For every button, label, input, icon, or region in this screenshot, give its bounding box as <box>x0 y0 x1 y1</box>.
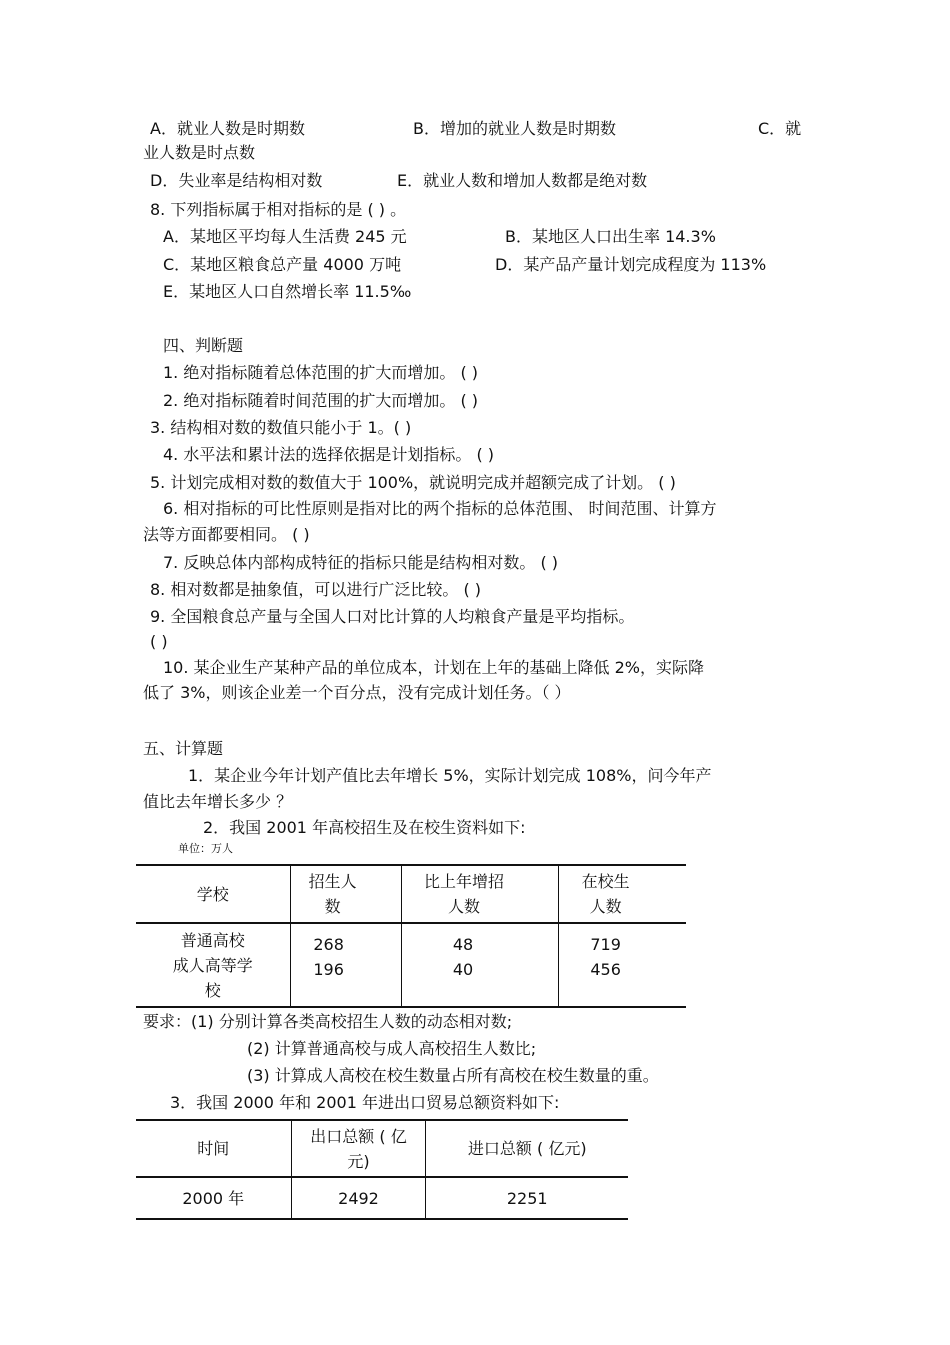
table-cell: 2251 <box>426 1177 628 1219</box>
judgment-item: 1. 绝对指标随着总体范围的扩大而增加。 ( ) <box>163 363 479 382</box>
option-8c: C．某地区粮食总产量 4000 万吨 <box>163 255 402 274</box>
judgment-item: 10. 某企业生产某种产品的单位成本，计划在上年的基础上降低 2%，实际降 <box>163 658 705 677</box>
option-8b: B．某地区人口出生率 14.3% <box>505 227 716 246</box>
judgment-item: 5. 计划完成相对数的数值大于 100%，就说明完成并超额完成了计划。 ( ) <box>150 473 676 492</box>
requirement-3: (3) 计算成人高校在校生数量占所有高校在校生数量的重。 <box>247 1066 659 1085</box>
calc-q3-title: 3．我国 2000 年和 2001 年进出口贸易总额资料如下: <box>170 1093 560 1112</box>
table-header-cell: 进口总额 ( 亿元) <box>426 1120 628 1177</box>
judgment-item: 8. 相对数都是抽象值，可以进行广泛比较。 ( ) <box>150 580 482 599</box>
unit-label: 单位：万人 <box>178 842 233 855</box>
judgment-item: 4. 水平法和累计法的选择依据是计划指标。 ( ) <box>163 445 495 464</box>
option-7d: D．失业率是结构相对数 <box>150 171 323 190</box>
question-8-stem: 8. 下列指标属于相对指标的是 ( ) 。 <box>150 200 407 219</box>
calc-q2-title: 2．我国 2001 年高校招生及在校生资料如下: <box>203 818 526 837</box>
table-header-cell: 学校 <box>136 865 290 923</box>
requirement-1: 要求：(1) 分别计算各类高校招生人数的动态相对数; <box>143 1012 513 1031</box>
option-8a: A．某地区平均每人生活费 245 元 <box>163 227 407 246</box>
requirement-2: (2) 计算普通高校与成人高校招生人数比; <box>247 1039 537 1058</box>
table-header-cell: 在校生 人数 <box>559 865 686 923</box>
option-7c: C．就 <box>758 119 802 138</box>
judgment-item: ( ) <box>150 632 168 651</box>
table-header-cell: 出口总额 ( 亿 元) <box>291 1120 426 1177</box>
table-row <box>136 1177 628 1219</box>
judgment-item: 低了 3%，则该企业差一个百分点，没有完成计划任务。（ ） <box>143 683 571 702</box>
judgment-item: 9. 全国粮食总产量与全国人口对比计算的人均粮食产量是平均指标。 <box>150 607 635 626</box>
table-cell-increase: 48 40 <box>401 923 559 1007</box>
judgment-item: 6. 相对指标的可比性原则是指对比的两个指标的总体范围、 时间范围、计算方 <box>163 499 717 518</box>
table-header-cell: 比上年增招 人数 <box>401 865 559 923</box>
table-cell: 2000 年 <box>182 1188 245 1208</box>
table-header-cell: 招生人 数 <box>290 865 401 923</box>
option-7b: B．增加的就业人数是时期数 <box>413 119 616 138</box>
enrollment-table <box>136 864 686 1008</box>
option-7c-continued: 业人数是时点数 <box>143 143 256 162</box>
option-8d: D．某产品产量计划完成程度为 113% <box>495 255 767 274</box>
table-cell-schools: 普通高校 成人高等学 校 <box>172 930 253 1000</box>
table-header-row <box>136 1120 628 1177</box>
calc-q1-line1: 1．某企业今年计划产值比去年增长 5%，实际计划完成 108%，问今年产 <box>188 766 712 785</box>
table-cell-students: 719 456 <box>559 923 686 1007</box>
judgment-item: 3. 结构相对数的数值只能小于 1。( ) <box>150 418 412 437</box>
table-header-cell: 时间 <box>136 1120 291 1177</box>
judgment-item: 2. 绝对指标随着时间范围的扩大而增加。 ( ) <box>163 391 479 410</box>
option-7a: A．就业人数是时期数 <box>150 119 305 138</box>
table-row <box>136 923 686 1007</box>
section-5-title: 五、计算题 <box>143 739 224 758</box>
option-8e: E．某地区人口自然增长率 11.5‰ <box>163 282 412 301</box>
option-7e: E．就业人数和增加人数都是绝对数 <box>397 171 648 190</box>
trade-table <box>136 1119 628 1220</box>
judgment-item: 法等方面都要相同。 ( ) <box>143 525 310 544</box>
section-4-title: 四、判断题 <box>163 336 244 355</box>
table-header-row <box>136 865 686 923</box>
table-cell: 2492 <box>291 1177 426 1219</box>
judgment-item: 7. 反映总体内部构成特征的指标只能是结构相对数。 ( ) <box>163 553 559 572</box>
table-cell-enroll: 268 196 <box>290 923 401 1007</box>
calc-q1-line2: 值比去年增长多少 ？ <box>143 792 293 811</box>
